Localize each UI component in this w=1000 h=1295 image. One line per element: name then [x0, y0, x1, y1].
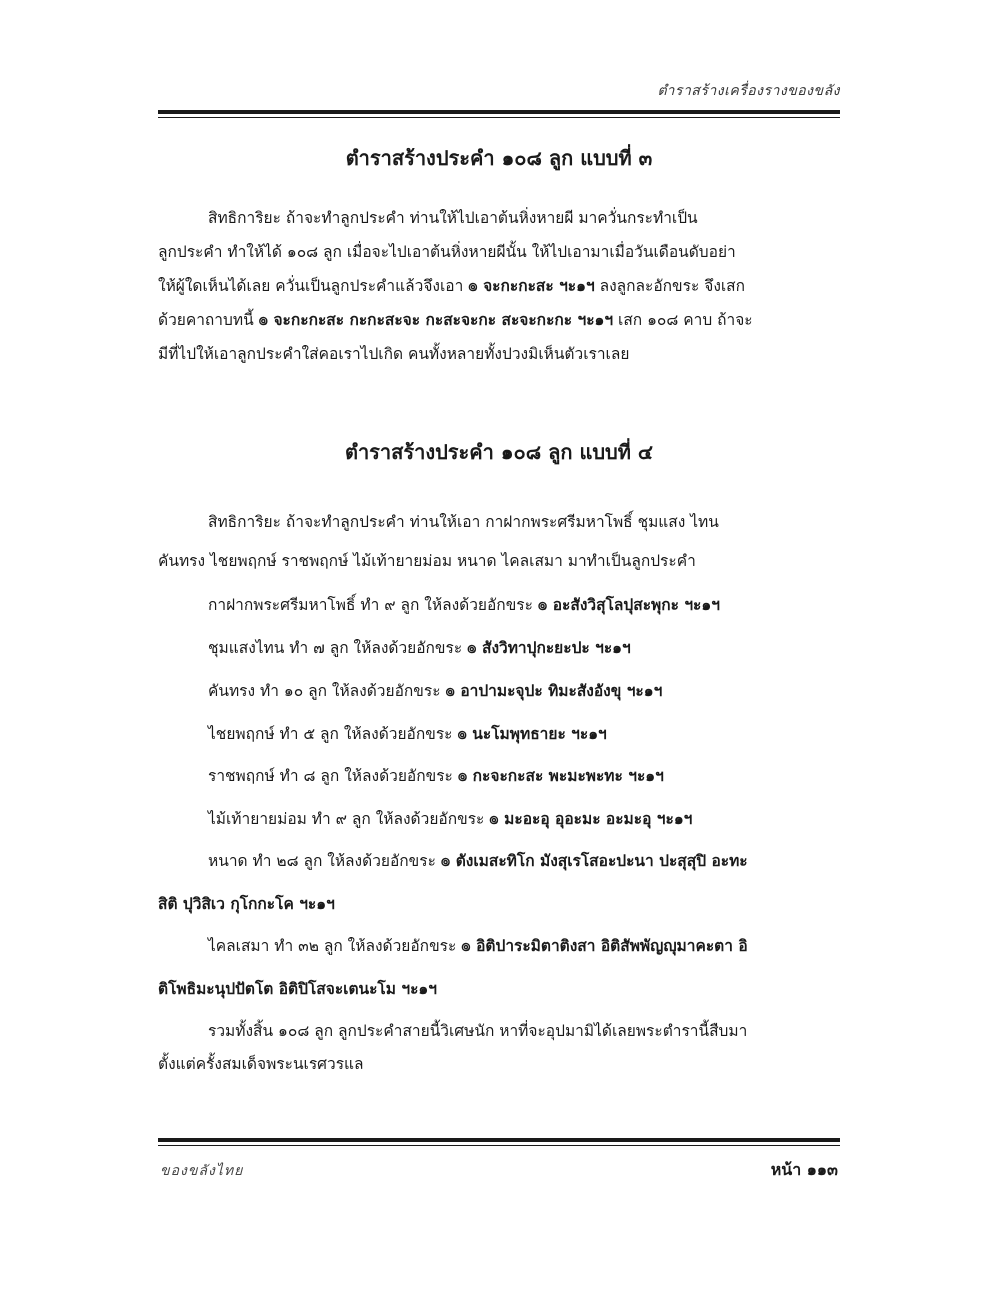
- line-3-mantra: ๏ จะกะกะสะ ฯะ๑ฯ: [468, 277, 595, 295]
- item-text: หนาด ทำ ๒๘ ลูก ให้ลงด้วยอักขระ: [208, 852, 436, 870]
- line-3-text-a: ให้ผู้ใดเห็นได้เลย ควั่นเป็นลูกประคำแล้วจึงเอา: [158, 277, 464, 295]
- item-text: คันทรง ทำ ๑๐ ลูก ให้ลงด้วยอักขระ: [208, 682, 441, 700]
- line-3-text-b: ลงลูกละอักขระ จึงเสก: [599, 277, 746, 295]
- section-2-intro-1: สิทธิการิยะ ถ้าจะทำลูกประคำ ท่านให้เอา กาฝากพระศรีมหาโพธิ์ ชุมแสง ไทน: [208, 513, 719, 531]
- recipe-item-klaisema: [158, 933, 840, 959]
- item-mantra: ๏ อาปามะจุปะ ทิมะสังอังขุ ฯะ๑ฯ: [445, 682, 663, 700]
- item-text: ชุมแสงไทน ทำ ๗ ลูก ให้ลงด้วยอักขระ: [208, 639, 463, 657]
- section-1-title: ตำราสร้างประคำ ๑๐๘ ลูก แบบที่ ๓: [345, 146, 653, 170]
- section-1-line-1: สิทธิการิยะ ถ้าจะทำลูกประคำ ท่านให้ไปเอาต้นหิ่งหายผี มาควั่นกระทำเป็น: [208, 209, 698, 227]
- section-1-line-4: [158, 307, 840, 333]
- closing-line-2: ตั้งแต่ครั้งสมเด็จพระนเรศวรแล: [158, 1055, 364, 1073]
- item-mantra: ๏ อิติปาระมิตาติงสา อิติสัพพัญญุมาคะตา อิ: [461, 937, 748, 955]
- recipe-item: [158, 592, 840, 618]
- recipe-item: [158, 635, 840, 661]
- item-text: ไม้เท้ายายม่อม ทำ ๙ ลูก ให้ลงด้วยอักขระ: [208, 810, 485, 828]
- recipe-item-nard: [158, 848, 840, 874]
- header-rule-thin: [158, 117, 840, 118]
- item-mantra: ๏ ตังเมสะทิโก มังสุเรโสอะปะนา ปะสุสุปิ อะทะ: [440, 852, 748, 870]
- section-2-intro-2: คันทรง ไชยพฤกษ์ ราชพฤกษ์ ไม้เท้ายายม่อม หนาด ไคลเสมา มาทำเป็นลูกประคำ: [158, 552, 696, 570]
- item-text: ไชยพฤกษ์ ทำ ๕ ลูก ให้ลงด้วยอักขระ: [208, 725, 453, 743]
- item-mantra: ๏ สังวิทาปุกะยะปะ ฯะ๑ฯ: [467, 639, 631, 657]
- recipe-item: [158, 806, 840, 832]
- recipe-item: [158, 721, 840, 747]
- item-text: ไคลเสมา ทำ ๓๒ ลูก ให้ลงด้วยอักขระ: [208, 937, 457, 955]
- page-number: หน้า ๑๑๓: [770, 1160, 838, 1179]
- recipe-item: [158, 678, 840, 704]
- section-1-line-2: ลูกประคำ ทำให้ได้ ๑๐๘ ลูก เมื่อจะไปเอาต้นหิ่งหายผีนั้น ให้ไปเอามาเมื่อวันเดือนดับอย่า: [158, 243, 736, 261]
- header-rule-thick: [158, 110, 840, 114]
- item-mantra: ๏ นะโมพุทธายะ ฯะ๑ฯ: [457, 725, 607, 743]
- item-mantra: ๏ อะสังวิสุโลปุสะพุกะ ฯะ๑ฯ: [537, 596, 720, 614]
- item-text: กาฝากพระศรีมหาโพธิ์ ทำ ๙ ลูก ให้ลงด้วยอักขระ: [208, 596, 533, 614]
- line-4-text-b: เสก ๑๐๘ คาบ ถ้าจะ: [618, 311, 753, 329]
- line-4-mantra: ๏ จะกะกะสะ กะกะสะจะ กะสะจะกะ สะจะกะกะ ฯะ๑ฯ: [258, 311, 614, 329]
- section-1-line-3: [158, 273, 840, 299]
- footer-rule-thick: [158, 1138, 840, 1142]
- recipe-item: [158, 763, 840, 789]
- running-header-title: ตำราสร้างเครื่องรางของขลัง: [657, 83, 840, 99]
- footer-rule-thin: [158, 1145, 840, 1146]
- section-2-title: ตำราสร้างประคำ ๑๐๘ ลูก แบบที่ ๔: [344, 440, 654, 464]
- recipe-item-nard-cont: สิติ ปุวิสิเว กุโกกะโค ฯะ๑ฯ: [158, 895, 335, 913]
- footer-book-title: ของขลังไทย: [160, 1163, 244, 1179]
- closing-line-1: รวมทั้งสิ้น ๑๐๘ ลูก ลูกประคำสายนี้วิเศษนัก หาที่จะอุปมามิได้เลยพระตำรานี้สืบมา: [208, 1022, 748, 1040]
- line-4-text-a: ด้วยคาถาบทนี้: [158, 311, 254, 329]
- item-mantra: ๏ กะจะกะสะ พะมะพะทะ ฯะ๑ฯ: [457, 767, 664, 785]
- item-mantra: ๏ มะอะอุ อุอะมะ อะมะอุ ฯะ๑ฯ: [489, 810, 693, 828]
- section-1-line-5: มีที่ไปให้เอาลูกประคำใส่คอเราไปเกิด คนทั้งหลายทั้งปวงมิเห็นตัวเราเลย: [158, 345, 630, 363]
- recipe-item-klaisema-cont: ติโพธิมะนุปปัตโต อิติปิโสจะเตนะโม ฯะ๑ฯ: [158, 980, 437, 998]
- item-text: ราชพฤกษ์ ทำ ๘ ลูก ให้ลงด้วยอักขระ: [208, 767, 453, 785]
